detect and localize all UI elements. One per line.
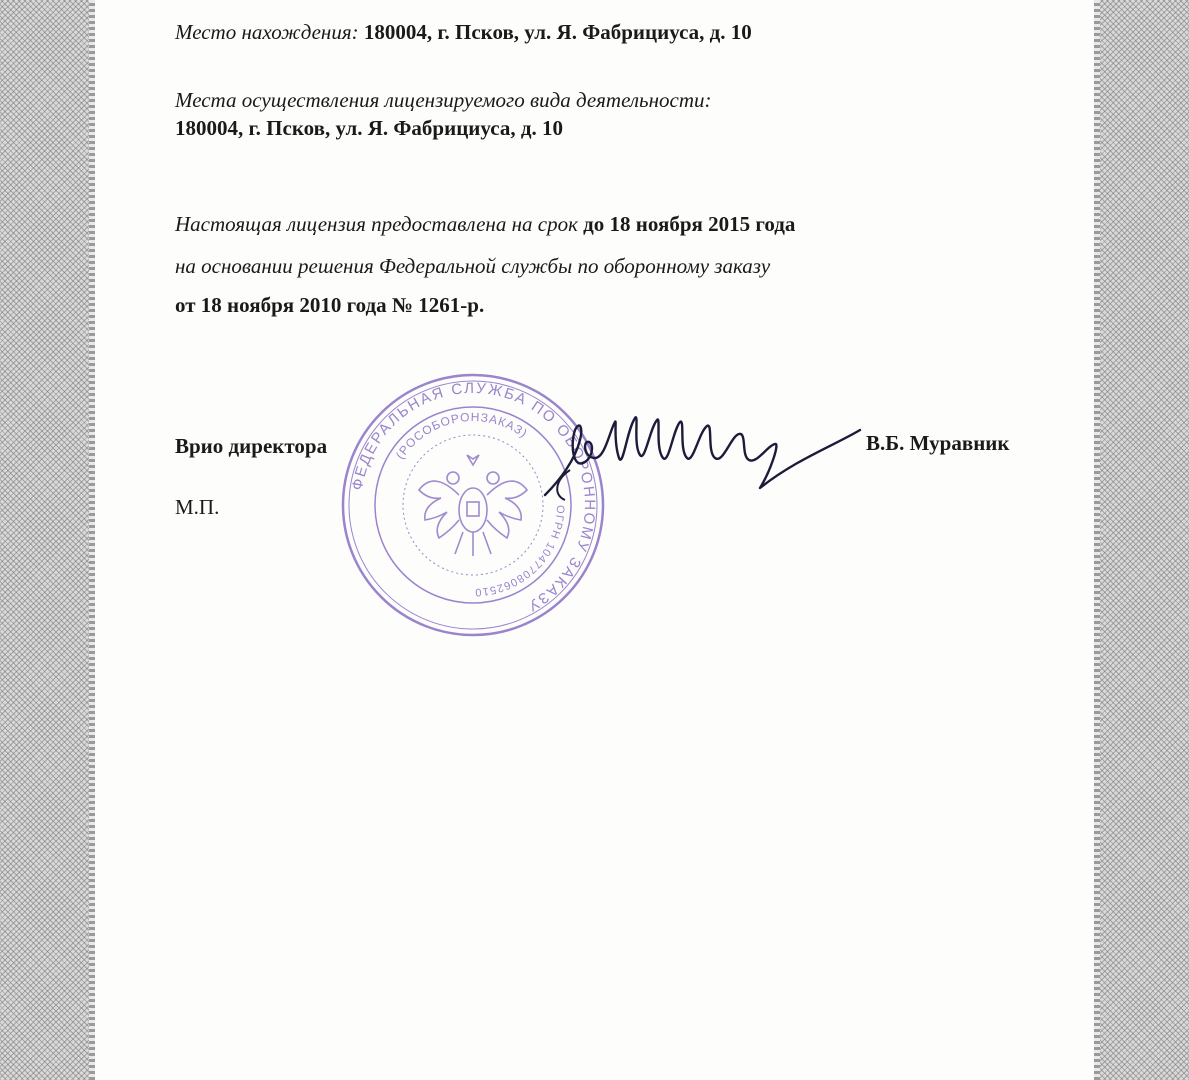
location-line bbox=[175, 20, 752, 45]
signatory-position: Врио директора bbox=[175, 434, 328, 458]
validity-prefix: Настоящая лицензия предоставлена на срок bbox=[175, 212, 578, 236]
activity-places-label: Места осуществления лицензируемого вида деятельности: bbox=[175, 88, 712, 112]
validity-line bbox=[175, 212, 795, 237]
stamp-ogrn: ОГРН 1047708062510 bbox=[473, 504, 567, 599]
stamp-inner-text: (РОСОБОРОНЗАКАЗ) bbox=[392, 409, 531, 462]
eagle-emblem-icon bbox=[419, 455, 527, 556]
validity-decision: от 18 ноября 2010 года № 1261-р. bbox=[175, 293, 485, 317]
decorative-border-left bbox=[0, 0, 95, 1080]
location-value: 180004, г. Псков, ул. Я. Фабрициуса, д. 10 bbox=[363, 20, 752, 44]
location-label: Место нахождения: bbox=[175, 20, 359, 44]
handwritten-signature bbox=[535, 400, 865, 510]
decorative-border-right bbox=[1094, 0, 1189, 1080]
seal-place-label: М.П. bbox=[175, 495, 220, 519]
activity-places-value: 180004, г. Псков, ул. Я. Фабрициуса, д. 10 bbox=[175, 116, 563, 140]
stamp-outer-text: ФЕДЕРАЛЬНАЯ СЛУЖБА ПО ОБОРОННОМУ ЗАКАЗУ bbox=[348, 379, 599, 616]
signatory-name: В.Б. Муравник bbox=[866, 431, 1010, 455]
validity-basis: на основании решения Федеральной службы по оборонному заказу bbox=[175, 254, 771, 278]
validity-until: до 18 ноября 2015 года bbox=[583, 212, 796, 236]
